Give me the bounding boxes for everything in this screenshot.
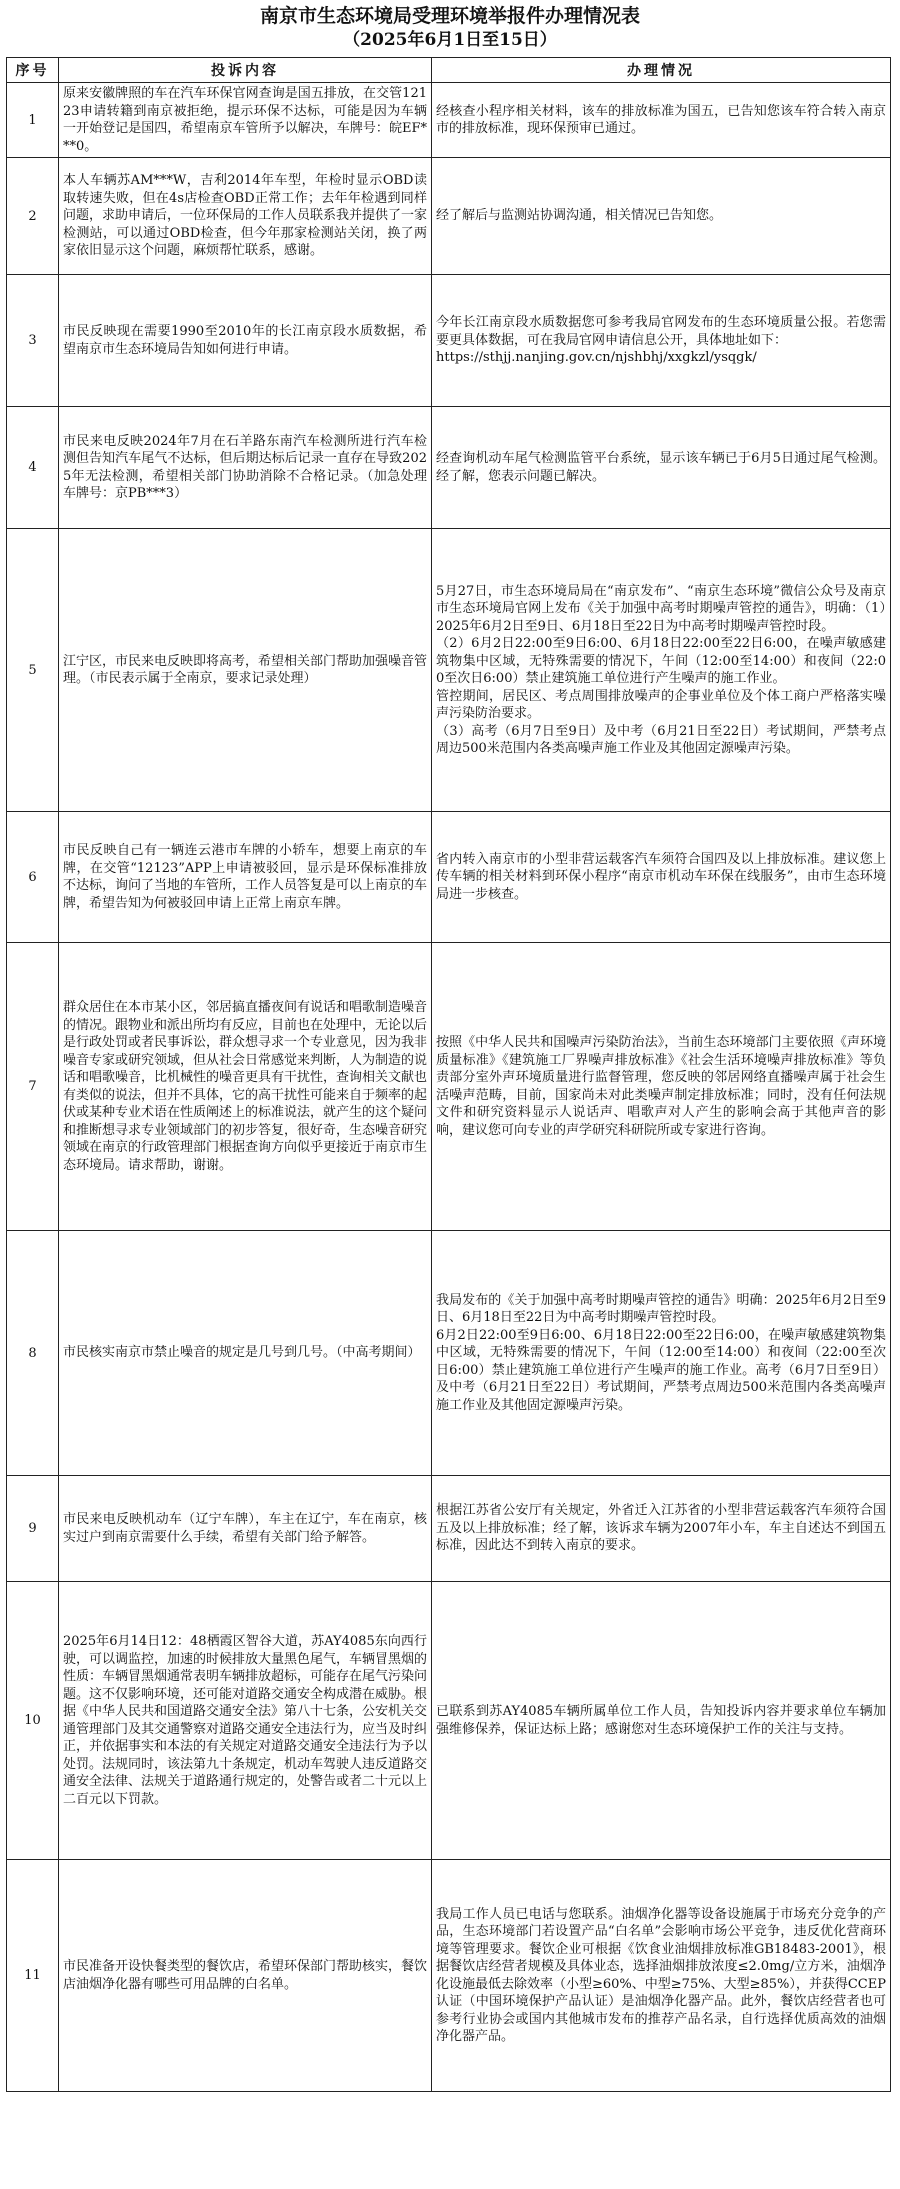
row-seq: 11 [7,1860,59,2092]
document-subtitle: （2025年6月1日至15日） [343,30,557,50]
row-seq: 1 [7,83,59,158]
row-handling: 经查询机动车尾气检测监管平台系统，显示该车辆已于6月5日通过尾气检测。经了解，您表示问题已解决。 [432,407,891,529]
row-seq: 9 [7,1476,59,1582]
header-content: 投诉内容 [59,58,432,83]
table-row [7,407,891,529]
row-seq: 10 [7,1582,59,1860]
row-seq: 4 [7,407,59,529]
row-handling: 根据江苏省公安厅有关规定，外省迁入江苏省的小型非营运载客汽车须符合国五及以上排放标准；经了解，该诉求车辆为2007年小车，车主自述达不到国五标准，因此达不到转入南京的要求。 [432,1476,891,1582]
row-seq: 3 [7,275,59,407]
row-content: 2025年6月14日12：48栖霞区智谷大道，苏AY4085东向西行驶，可以调监控，加速的时候排放大量黑色尾气，车辆冒黑烟的性质：车辆冒黑烟通常表明车辆排放超标，可能存在尾气污染问题。这不仅影响环境，还可能对道路交通安全构成潜在威胁。根据《中华人民共和国道路交通安全法》第八十七条，公安机关交通管理部门及其交通警察对道路交通安全违法行为，应当及时纠正，并依据事实和本法的有关规定对道路交通安全违法行为予以处罚。法规同时，该法第九十条规定，机动车驾驶人违反道路交通安全法律、法规关于道路通行规定的，处警告或者二十元以上二百元以下罚款。 [59,1582,432,1860]
row-seq: 7 [7,943,59,1231]
title-block [0,0,900,52]
row-content: 江宁区，市民来电反映即将高考，希望相关部门帮助加强噪音管理。（市民表示属于全南京，要求记录处理） [59,529,432,812]
table-row [7,83,891,158]
table-row [7,158,891,275]
row-handling: 省内转入南京市的小型非营运载客汽车须符合国四及以上排放标准。建议您上传车辆的相关材料到环保小程序“南京市机动车环保在线服务”，由市生态环境局进一步核查。 [432,812,891,943]
table-row [7,1231,891,1476]
table-header-row [7,58,891,83]
row-handling: 按照《中华人民共和国噪声污染防治法》，当前生态环境部门主要依照《声环境质量标准》《建筑施工厂界噪声排放标准》《社会生活环境噪声排放标准》等负责部分室外声环境质量进行监督管理，您反映的邻居网络直播噪声属于社会生活噪声范畴，目前，国家尚未对此类噪声制定排放标准；同时，没有任何法规文件和研究资料显示人说话声、唱歌声对人产生的影响会高于其他声音的影响，建议您可向专业的声学研究科研院所或专家进行咨询。 [432,943,891,1231]
row-handling: 我局工作人员已电话与您联系。油烟净化器等设备设施属于市场充分竞争的产品，生态环境部门若设置产品“白名单”会影响市场公平竞争，违反优化营商环境等管理要求。餐饮企业可根据《饮食业油烟排放标准GB18483-2001》，根据餐饮店经营者规模及具体业态，选择油烟排放浓度≤2.0mg/立方米，油烟净化设施最低去除效率（小型≥60%、中型≥75%、大型≥85%），并获得CCEP认证（中国环境保护产品认证）是油烟净化器产品。此外，餐饮店经营者也可参考行业协会或国内其他城市发布的推荐产品名录，自行选择优质高效的油烟净化器产品。 [432,1860,891,2092]
row-seq: 5 [7,529,59,812]
table-row [7,943,891,1231]
table-row [7,1860,891,2092]
row-seq: 2 [7,158,59,275]
row-content: 市民反映现在需要1990至2010年的长江南京段水质数据，希望南京市生态环境局告知如何进行申请。 [59,275,432,407]
row-content: 市民反映自己有一辆连云港市车牌的小轿车，想要上南京的车牌，在交管“12123”APP上申请被驳回，显示是环保标准排放不达标，询问了当地的车管所，工作人员答复是可以上南京的车牌，希望告知为何被驳回申请上正常上南京车牌。 [59,812,432,943]
row-seq: 8 [7,1231,59,1476]
row-content: 市民核实南京市禁止噪音的规定是几号到几号。（中高考期间） [59,1231,432,1476]
row-content: 群众居住在本市某小区，邻居搞直播夜间有说话和唱歌制造噪音的情况。跟物业和派出所均有反应，目前也在处理中，无论以后是行政处罚或者民事诉讼，群众想寻求一个专业意见，因为我非噪音专家或研究领域，但从社会日常感觉来判断，人为制造的说话和唱歌噪音，比机械性的噪音更具有干扰性，查询相关文献也有类似的说法，但并不具体，它的高干扰性可能来自于频率的起伏或某种专业术语在性质阐述上的标准说法，就产生的这个疑问和推断想寻求专业领域部门的初步答复，很好奇，生态噪音研究领域在南京的行政管理部门根据查询方向似乎更接近于南京市生态环境局。请求帮助，谢谢。 [59,943,432,1231]
document-title: 南京市生态环境局受理环境举报件办理情况表 [259,5,640,27]
row-content: 市民来电反映2024年7月在石羊路东南汽车检测所进行汽车检测但告知汽车尾气不达标，但后期达标后记录一直存在导致2025年无法检测，希望相关部门协助消除不合格记录。（加急处理 车牌号：京PB***3） [59,407,432,529]
header-handling: 办理情况 [432,58,891,83]
row-handling: 已联系到苏AY4085车辆所属单位工作人员，告知投诉内容并要求单位车辆加强维修保养，保证达标上路；感谢您对生态环境保护工作的关注与支持。 [432,1582,891,1860]
row-content: 原来安徽牌照的车在汽车环保官网查询是国五排放，在交管12123申请转籍到南京被拒绝，提示环保不达标，可能是因为车辆一开始登记是国四，希望南京车管所予以解决，车牌号：皖EF***0。 [59,83,432,158]
row-handling: 5月27日，市生态环境局局在“南京发布”、“南京生态环境”微信公众号及南京市生态环境局官网上发布《关于加强中高考时期噪声管控的通告》，明确：（1）2025年6月2日至9日、6月18日至22日为中高考时期噪声管控时段。 （2）6月2日22:00至9日6:00、6月18日22:00至22日6:00，在噪声敏感建筑物集中区域，无特殊需要的情况下，午间（12:00至14:00）和夜间（22:00至次日6:00）禁止建筑施工单位进行产生噪声的施工作业。 管控期间，居民区、考点周围排放噪声的企事业单位及个体工商户严格落实噪声污染防治要求。 （3）高考（6月7日至9日）及中考（6月21日至22日）考试期间，严禁考点周边500米范围内各类高噪声施工作业及其他固定源噪声污染。 [432,529,891,812]
row-content: 本人车辆苏AM***W，吉利2014年车型，年检时显示OBD读取转速失败，但在4s店检查OBD正常工作；去年年检遇到同样问题，求助申请后，一位环保局的工作人员联系我并提供了一家检测站，可以通过OBD检查，但今年那家检测站关闭，换了两家依旧显示这个问题，麻烦帮忙联系，感谢。 [59,158,432,275]
table-row [7,275,891,407]
row-handling: 经核查小程序相关材料，该车的排放标准为国五，已告知您该车符合转入南京市的排放标准，现环保预审已通过。 [432,83,891,158]
report-table [6,57,891,2092]
table-row [7,1476,891,1582]
table-row [7,529,891,812]
row-handling: 我局发布的《关于加强中高考时期噪声管控的通告》明确：2025年6月2日至9日、6月18日至22日为中高考时期噪声管控时段。 6月2日22:00至9日6:00、6月18日22:00至22日6:00，在噪声敏感建筑物集中区域，无特殊需要的情况下，午间（12:00至14:00）和夜间（22:00至次日6:00）禁止建筑施工单位进行产生噪声的施工作业。高考（6月7日至9日）及中考（6月21日至22日）考试期间，严禁考点周边500米范围内各类高噪声施工作业及其他固定源噪声污染。 [432,1231,891,1476]
row-handling: 今年长江南京段水质数据您可参考我局官网发布的生态环境质量公报。若您需要更具体数据，可在我局官网申请信息公开，具体地址如下： https://sthjj.nanjing.gov.cn/njshbhj/xxgkzl/ysqgk/ [432,275,891,407]
table-row [7,1582,891,1860]
row-seq: 6 [7,812,59,943]
row-handling: 经了解后与监测站协调沟通，相关情况已告知您。 [432,158,891,275]
table-row [7,812,891,943]
row-content: 市民准备开设快餐类型的餐饮店，希望环保部门帮助核实，餐饮店油烟净化器有哪些可用品牌的白名单。 [59,1860,432,2092]
header-seq: 序号 [7,58,59,83]
row-content: 市民来电反映机动车（辽宁车牌），车主在辽宁，车在南京，核实过户到南京需要什么手续，希望有关部门给予解答。 [59,1476,432,1582]
